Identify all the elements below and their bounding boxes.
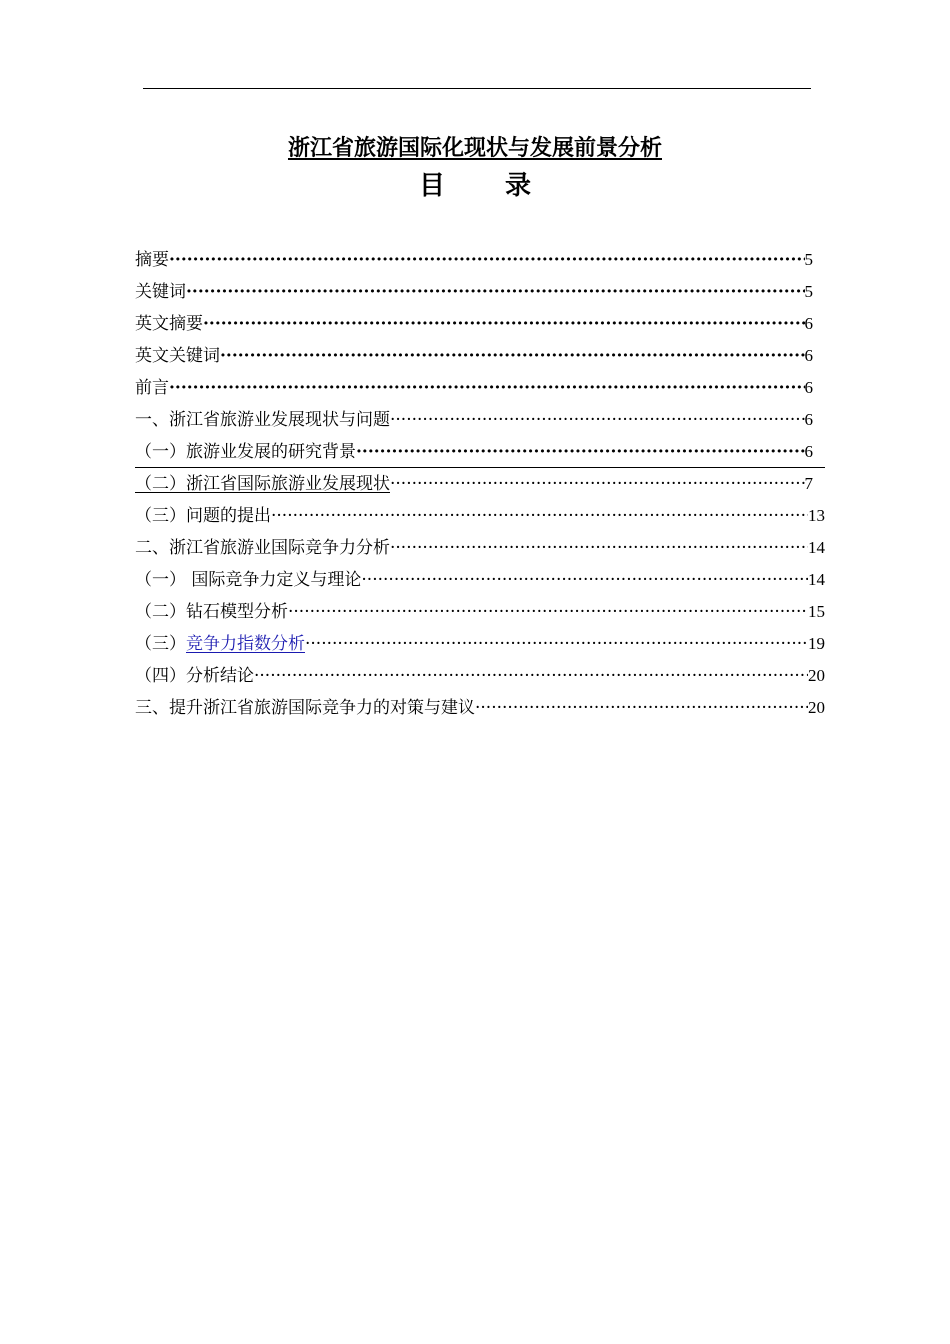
toc-entry-page: 6 [804,442,813,461]
toc-entry-page: 5 [804,282,813,301]
toc-entry-label: 二、浙江省旅游业国际竞争力分析 [135,538,390,558]
toc-entry-label: 一、浙江省旅游业发展现状与问题 [135,410,390,430]
toc-entry-label: （三）问题的提出 [135,506,271,526]
toc-entry-page: 14 [808,538,825,557]
toc-entry-preface[interactable] [135,372,825,404]
toc-entry-section-2-2[interactable] [135,596,825,628]
toc-entry-label: 英文关键词 [135,346,220,366]
toc-entry-page: 13 [808,506,825,525]
toc-entry-keywords[interactable] [135,276,825,308]
toc-leader-dots [203,308,805,340]
toc-leader-dots [361,564,808,596]
toc-leader-dots [186,276,805,308]
toc-entry-english-keywords[interactable] [135,340,825,372]
toc-leader-dots [305,628,808,660]
toc-entry-page: 6 [804,314,813,333]
toc-leader-dots [356,436,805,468]
toc-leader-dots [390,468,805,500]
toc-entry-chapter-2[interactable] [135,532,825,564]
toc-entry-section-1-2[interactable] [135,468,825,500]
toc-entry-label: （二）钻石模型分析 [135,602,288,622]
toc-leader-dots [390,532,808,564]
toc-entry-page: 6 [804,346,813,365]
toc-entry-section-1-3[interactable] [135,500,825,532]
toc-entry-page: 6 [804,378,813,397]
toc-entry-label: （二）浙江省国际旅游业发展现状 [135,474,390,494]
toc-entry-page: 15 [808,602,825,621]
toc-leader-dots [475,692,808,724]
table-of-contents [135,244,825,724]
toc-entry-abstract[interactable] [135,244,825,276]
header-rule [143,88,811,89]
toc-leader-dots [220,340,805,372]
toc-entry-page: 20 [808,698,825,717]
toc-entry-label: 三、提升浙江省旅游国际竞争力的对策与建议 [135,698,475,718]
competitiveness-index-link[interactable]: 竞争力指数分析 [186,634,305,654]
toc-entry-page: 5 [804,250,813,269]
toc-entry-section-2-3[interactable] [135,628,825,660]
toc-leader-dots [288,596,808,628]
toc-heading: 目录 [418,171,591,201]
toc-entry-label: 英文摘要 [135,314,203,334]
toc-entry-chapter-1[interactable] [135,404,825,436]
toc-leader-dots [271,500,808,532]
toc-entry-label: 摘要 [135,250,169,270]
toc-entry-section-2-4[interactable] [135,660,825,692]
toc-entry-label: （一） 国际竞争力定义与理论 [135,570,362,590]
toc-entry-page: 14 [808,570,825,589]
toc-leader-dots [254,660,808,692]
toc-entry-label: （一）旅游业发展的研究背景 [135,442,356,462]
toc-entry-label: 前言 [135,378,169,398]
toc-leader-dots [169,244,805,276]
toc-entry-label [135,628,305,660]
toc-entry-page: 6 [804,410,813,429]
toc-entry-page: 7 [804,474,813,493]
toc-entry-english-abstract[interactable] [135,308,825,340]
toc-entry-section-1-1[interactable] [135,436,825,468]
toc-leader-dots [169,372,805,404]
toc-entry-chapter-3[interactable] [135,692,825,724]
toc-entry-label: （四）分析结论 [135,666,254,686]
toc-leader-dots [390,404,805,436]
toc-entry-prefix: （三） [135,634,186,654]
toc-entry-page: 20 [808,666,825,685]
document-title: 浙江省旅游国际化现状与发展前景分析 [287,135,662,161]
toc-entry-label: 关键词 [135,282,186,302]
toc-entry-section-2-1[interactable] [135,564,825,596]
toc-entry-page: 19 [808,634,825,653]
